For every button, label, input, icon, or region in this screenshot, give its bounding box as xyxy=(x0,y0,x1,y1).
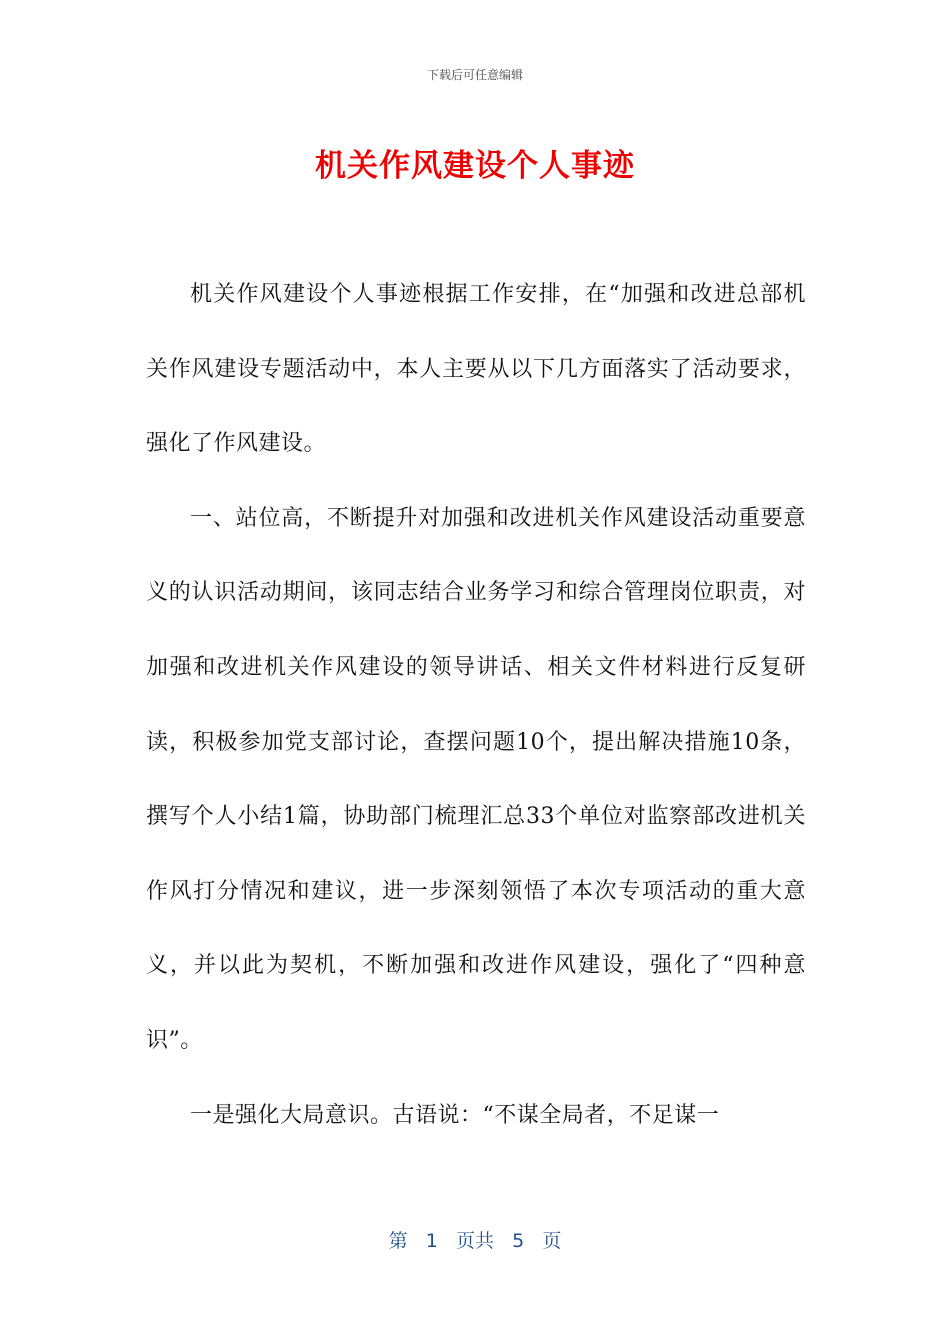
footer-label-total: 页共 xyxy=(455,1230,494,1252)
document-body xyxy=(146,258,806,1153)
document-title: 机关作风建设个人事迹 xyxy=(315,148,635,184)
footer-total-pages: 5 xyxy=(512,1230,525,1252)
paragraph-section-one: 一、站位高，不断提升对加强和改进机关作风建设活动重要意义的认识活动期间，该同志结合业务学习和综合管理岗位职责，对加强和改进机关作风建设的领导讲话、相关文件材料进行反复研读，积极参加党支部讨论，查摆问题10个，提出解决措施10条，撰写个人小结1篇，协助部门梳理汇总33个单位对监察部改进机关作风打分情况和建议，进一步深刻领悟了本次专项活动的重大意义，并以此为契机，不断加强和改进作风建设，强化了“四种意识”。 xyxy=(146,505,806,1053)
footer-label-end: 页 xyxy=(542,1230,562,1252)
footer-label-page: 第 xyxy=(388,1230,408,1252)
page-header-note: 下载后可任意编辑 xyxy=(426,68,523,82)
footer-current-page: 1 xyxy=(425,1230,438,1252)
paragraph-big-picture: 一是强化大局意识。古语说：“不谋全局者，不足谋一 xyxy=(190,1102,720,1128)
paragraph-intro: 机关作风建设个人事迹根据工作安排，在“加强和改进总部机关作风建设专题活动中，本人主要从以下几方面落实了活动要求，强化了作风建设。 xyxy=(146,282,806,457)
page-footer xyxy=(0,1226,950,1253)
